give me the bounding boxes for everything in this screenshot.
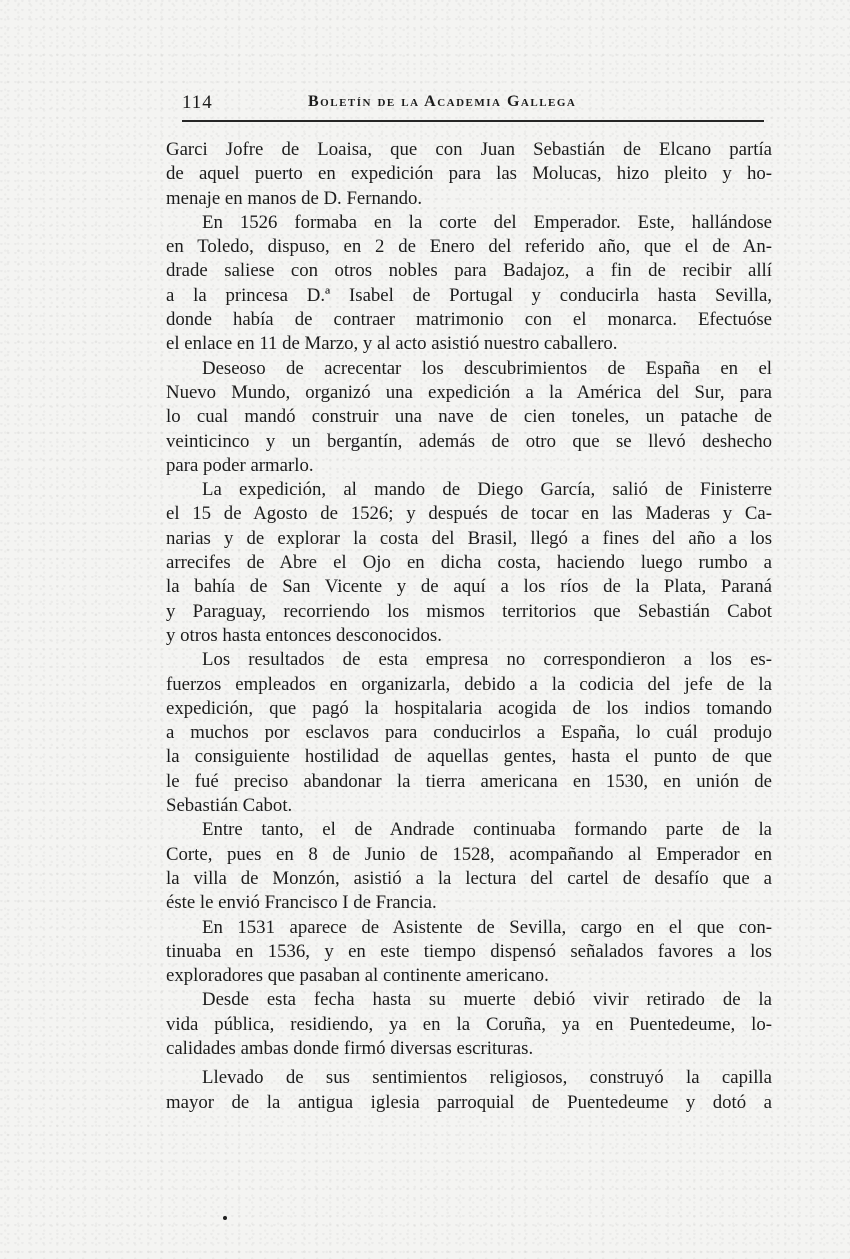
text-line-33: En 1531 aparece de Asistente de Sevilla, cargo en el que con- bbox=[202, 916, 772, 938]
text-line-30: Corte, pues en 8 de Junio de 1528, acompañando al Emperador en bbox=[166, 843, 772, 865]
text-line-37: vida pública, residiendo, ya en la Coruña, ya en Puentedeume, lo- bbox=[166, 1013, 772, 1035]
text-line-17: narias y de explorar la costa del Brasil, llegó a fines del año a los bbox=[166, 527, 772, 549]
text-line-24: expedición, que pagó la hospitalaria acogida de los indios tomando bbox=[166, 697, 772, 719]
text-line-25: a muchos por esclavos para conducirlos a España, lo cuál produjo bbox=[166, 722, 772, 744]
text-line-27: le fué preciso abandonar la tierra americana en 1530, en unión de bbox=[166, 770, 772, 792]
text-line-21: y otros hasta entonces desconocidos. bbox=[166, 624, 442, 646]
text-line-13: veinticinco y un bergantín, además de otro que se llevó deshecho bbox=[166, 430, 772, 452]
text-line-4: En 1526 formaba en la corte del Emperador. Este, hallándose bbox=[202, 211, 772, 233]
text-line-28: Sebastián Cabot. bbox=[166, 795, 293, 817]
text-line-18: arrecifes de Abre el Ojo en dicha costa, haciendo luego rumbo a bbox=[166, 552, 772, 574]
text-line-11: Nuevo Mundo, organizó una expedición a la América del Sur, para bbox=[166, 381, 772, 403]
main-text bbox=[166, 138, 772, 1115]
text-line-29: Entre tanto, el de Andrade continuaba formando parte de la bbox=[202, 819, 772, 841]
text-line-32: éste le envió Francisco I de Francia. bbox=[166, 892, 437, 914]
text-line-23: fuerzos empleados en organizarla, debido a la codicia del jefe de la bbox=[166, 673, 772, 695]
text-line-12: lo cual mandó construir una nave de cien toneles, un patache de bbox=[166, 406, 772, 428]
ink-speck bbox=[223, 1216, 227, 1220]
text-line-8: donde había de contraer matrimonio con el monarca. Efectuóse bbox=[166, 309, 772, 331]
text-line-26: la consiguiente hostilidad de aquellas gentes, hasta el punto de que bbox=[166, 746, 772, 768]
text-line-40: mayor de la antigua iglesia parroquial de Puentedeume y dotó a bbox=[166, 1091, 772, 1113]
text-line-34: tinuaba en 1536, y en este tiempo dispensó señalados favores a los bbox=[166, 940, 772, 962]
text-line-6: drade saliese con otros nobles para Badajoz, a fin de recibir allí bbox=[166, 260, 772, 282]
text-line-36: Desde esta fecha hasta su muerte debió vivir retirado de la bbox=[202, 989, 772, 1011]
text-line-39: Llevado de sus sentimientos religiosos, construyó la capilla bbox=[202, 1067, 772, 1089]
text-line-7: a la princesa D.ª Isabel de Portugal y conducirla hasta Sevilla, bbox=[166, 284, 772, 306]
page-number: 114 bbox=[182, 92, 213, 113]
text-line-15: La expedición, al mando de Diego García, salió de Finisterre bbox=[202, 479, 772, 501]
journal-title: Boletín de la Academia Gallega bbox=[308, 93, 577, 110]
text-line-1: Garci Jofre de Loaisa, que con Juan Sebastián de Elcano partía bbox=[166, 139, 772, 160]
text-line-10: Deseoso de acrecentar los descubrimientos de España en el bbox=[202, 357, 772, 379]
text-line-20: y Paraguay, recorriendo los mismos territorios que Sebastián Cabot bbox=[166, 600, 772, 622]
text-line-16: el 15 de Agosto de 1526; y después de tocar en las Maderas y Ca- bbox=[166, 503, 772, 525]
text-line-22: Los resultados de esta empresa no correspondieron a los es- bbox=[202, 649, 772, 671]
text-line-35: exploradores que pasaban al continente americano. bbox=[166, 965, 549, 987]
text-line-31: la villa de Monzón, asistió a la lectura del cartel de desafío que a bbox=[166, 867, 772, 889]
text-line-38: calidades ambas donde firmó diversas escrituras. bbox=[166, 1037, 534, 1059]
text-line-3: menaje en manos de D. Fernando. bbox=[166, 187, 423, 209]
running-header bbox=[182, 92, 764, 122]
text-line-2: de aquel puerto en expedición para las Molucas, hizo pleito y ho- bbox=[166, 163, 772, 185]
text-line-9: el enlace en 11 de Marzo, y al acto asistió nuestro caballero. bbox=[166, 333, 618, 355]
text-line-5: en Toledo, dispuso, en 2 de Enero del referido año, que el de An- bbox=[166, 236, 772, 258]
text-line-14: para poder armarlo. bbox=[166, 454, 314, 476]
text-line-19: la bahía de San Vicente y de aquí a los ríos de la Plata, Paraná bbox=[166, 576, 772, 598]
